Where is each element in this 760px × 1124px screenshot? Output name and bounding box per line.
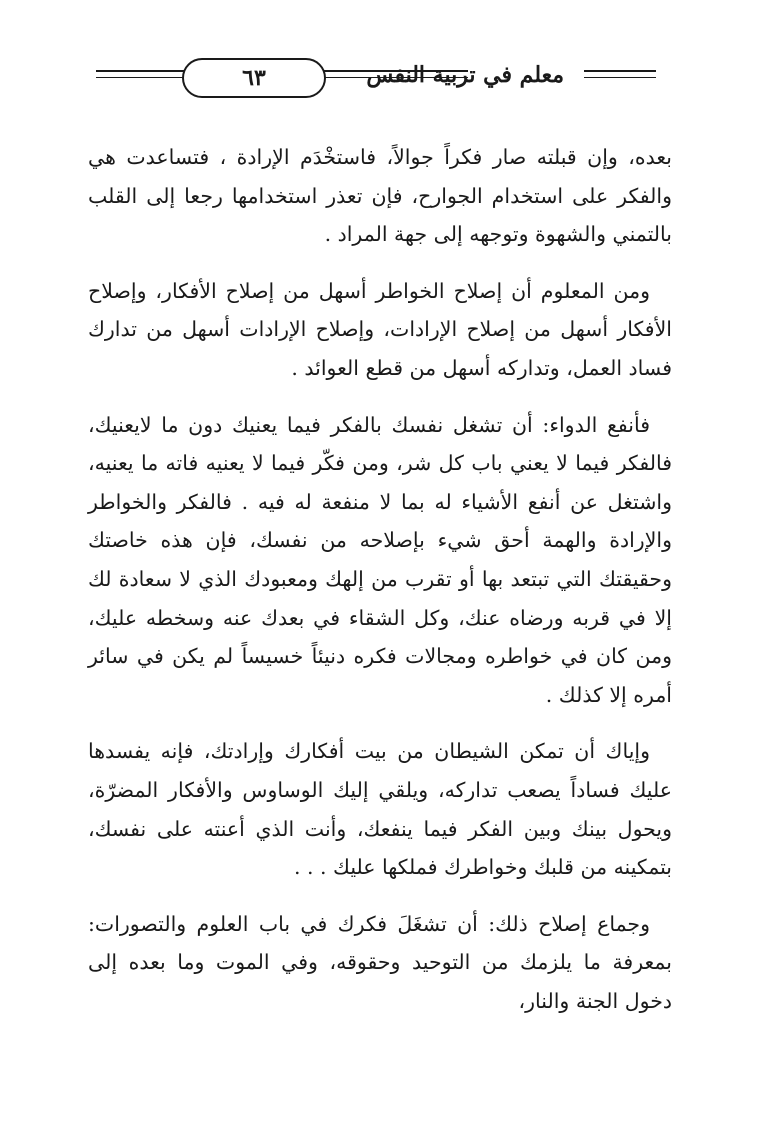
book-title: معلم في تربية النفس	[366, 62, 564, 88]
header-rule-right-top	[584, 70, 656, 72]
paragraph-3: فأنفع الدواء: أن تشغل نفسك بالفكر فيما يعنيك دون ما لايعنيك، فالفكر فيما لا يعني باب كل شر، ومن فكّر فيما لا يعنيه فاته ما يعنيه، واشتغل عن أنفع الأشياء له بما لا منفعة له فيه . فالفكر والخواطر والإرادة والهمة أحق شيء بإصلاحه من نفسك، فإن هذه خاصتك وحقيقتك التي تبتعد بها أو تقرب من إلهك ومعبودك الذي لا سعادة لك إلا في قربه ورضاه عنك، وكل الشقاء في بعدك عنه وسخطه عليك، ومن كان في خواطره ومجالات فكره دنيئاً خسيساً لم يكن في سائر أمره إلا كذلك .	[88, 412, 672, 707]
header-rule-left-top	[96, 70, 184, 72]
paragraph-1: بعده، وإن قبلته صار فكراً جوالاً، فاستخْدَم الإرادة ، فتساعدت هي والفكر على استخدام الجوارح، فإن تعذر استخدامها رجعا إلى القلب بالتمني والشهوة وتوجهه إلى جهة المراد .	[88, 145, 672, 247]
header-rule-left-bottom	[96, 77, 184, 78]
page-header	[96, 50, 656, 104]
paragraph-4: وإياك أن تمكن الشيطان من بيت أفكارك وإرادتك، فإنه يفسدها عليك فساداً يصعب تداركه، ويلقي إليك الوساوس والأفكار المضرّة، ويحول بينك وبين الفكر فيما ينفعك، وأنت الذي أعنته على نفسك، بتمكينه من قلبك وخواطرك فملكها عليك . . .	[88, 739, 672, 880]
header-rule-right-bottom	[584, 77, 656, 78]
page-body	[88, 138, 672, 1038]
paragraph-5: وجماع إصلاح ذلك: أن تشغَلَ فكرك في باب العلوم والتصورات: بمعرفة ما يلزمك من التوحيد وحقوقه، وفي الموت وما بعده إلى دخول الجنة والنار،	[88, 911, 672, 1013]
page-number: ٦٣	[182, 58, 326, 98]
paragraph-2: ومن المعلوم أن إصلاح الخواطر أسهل من إصلاح الأفكار، وإصلاح الأفكار أسهل من إصلاح الإرادات، وإصلاح الإرادات أسهل من تدارك فساد العمل، وتداركه أسهل من قطع العوائد .	[88, 278, 672, 380]
